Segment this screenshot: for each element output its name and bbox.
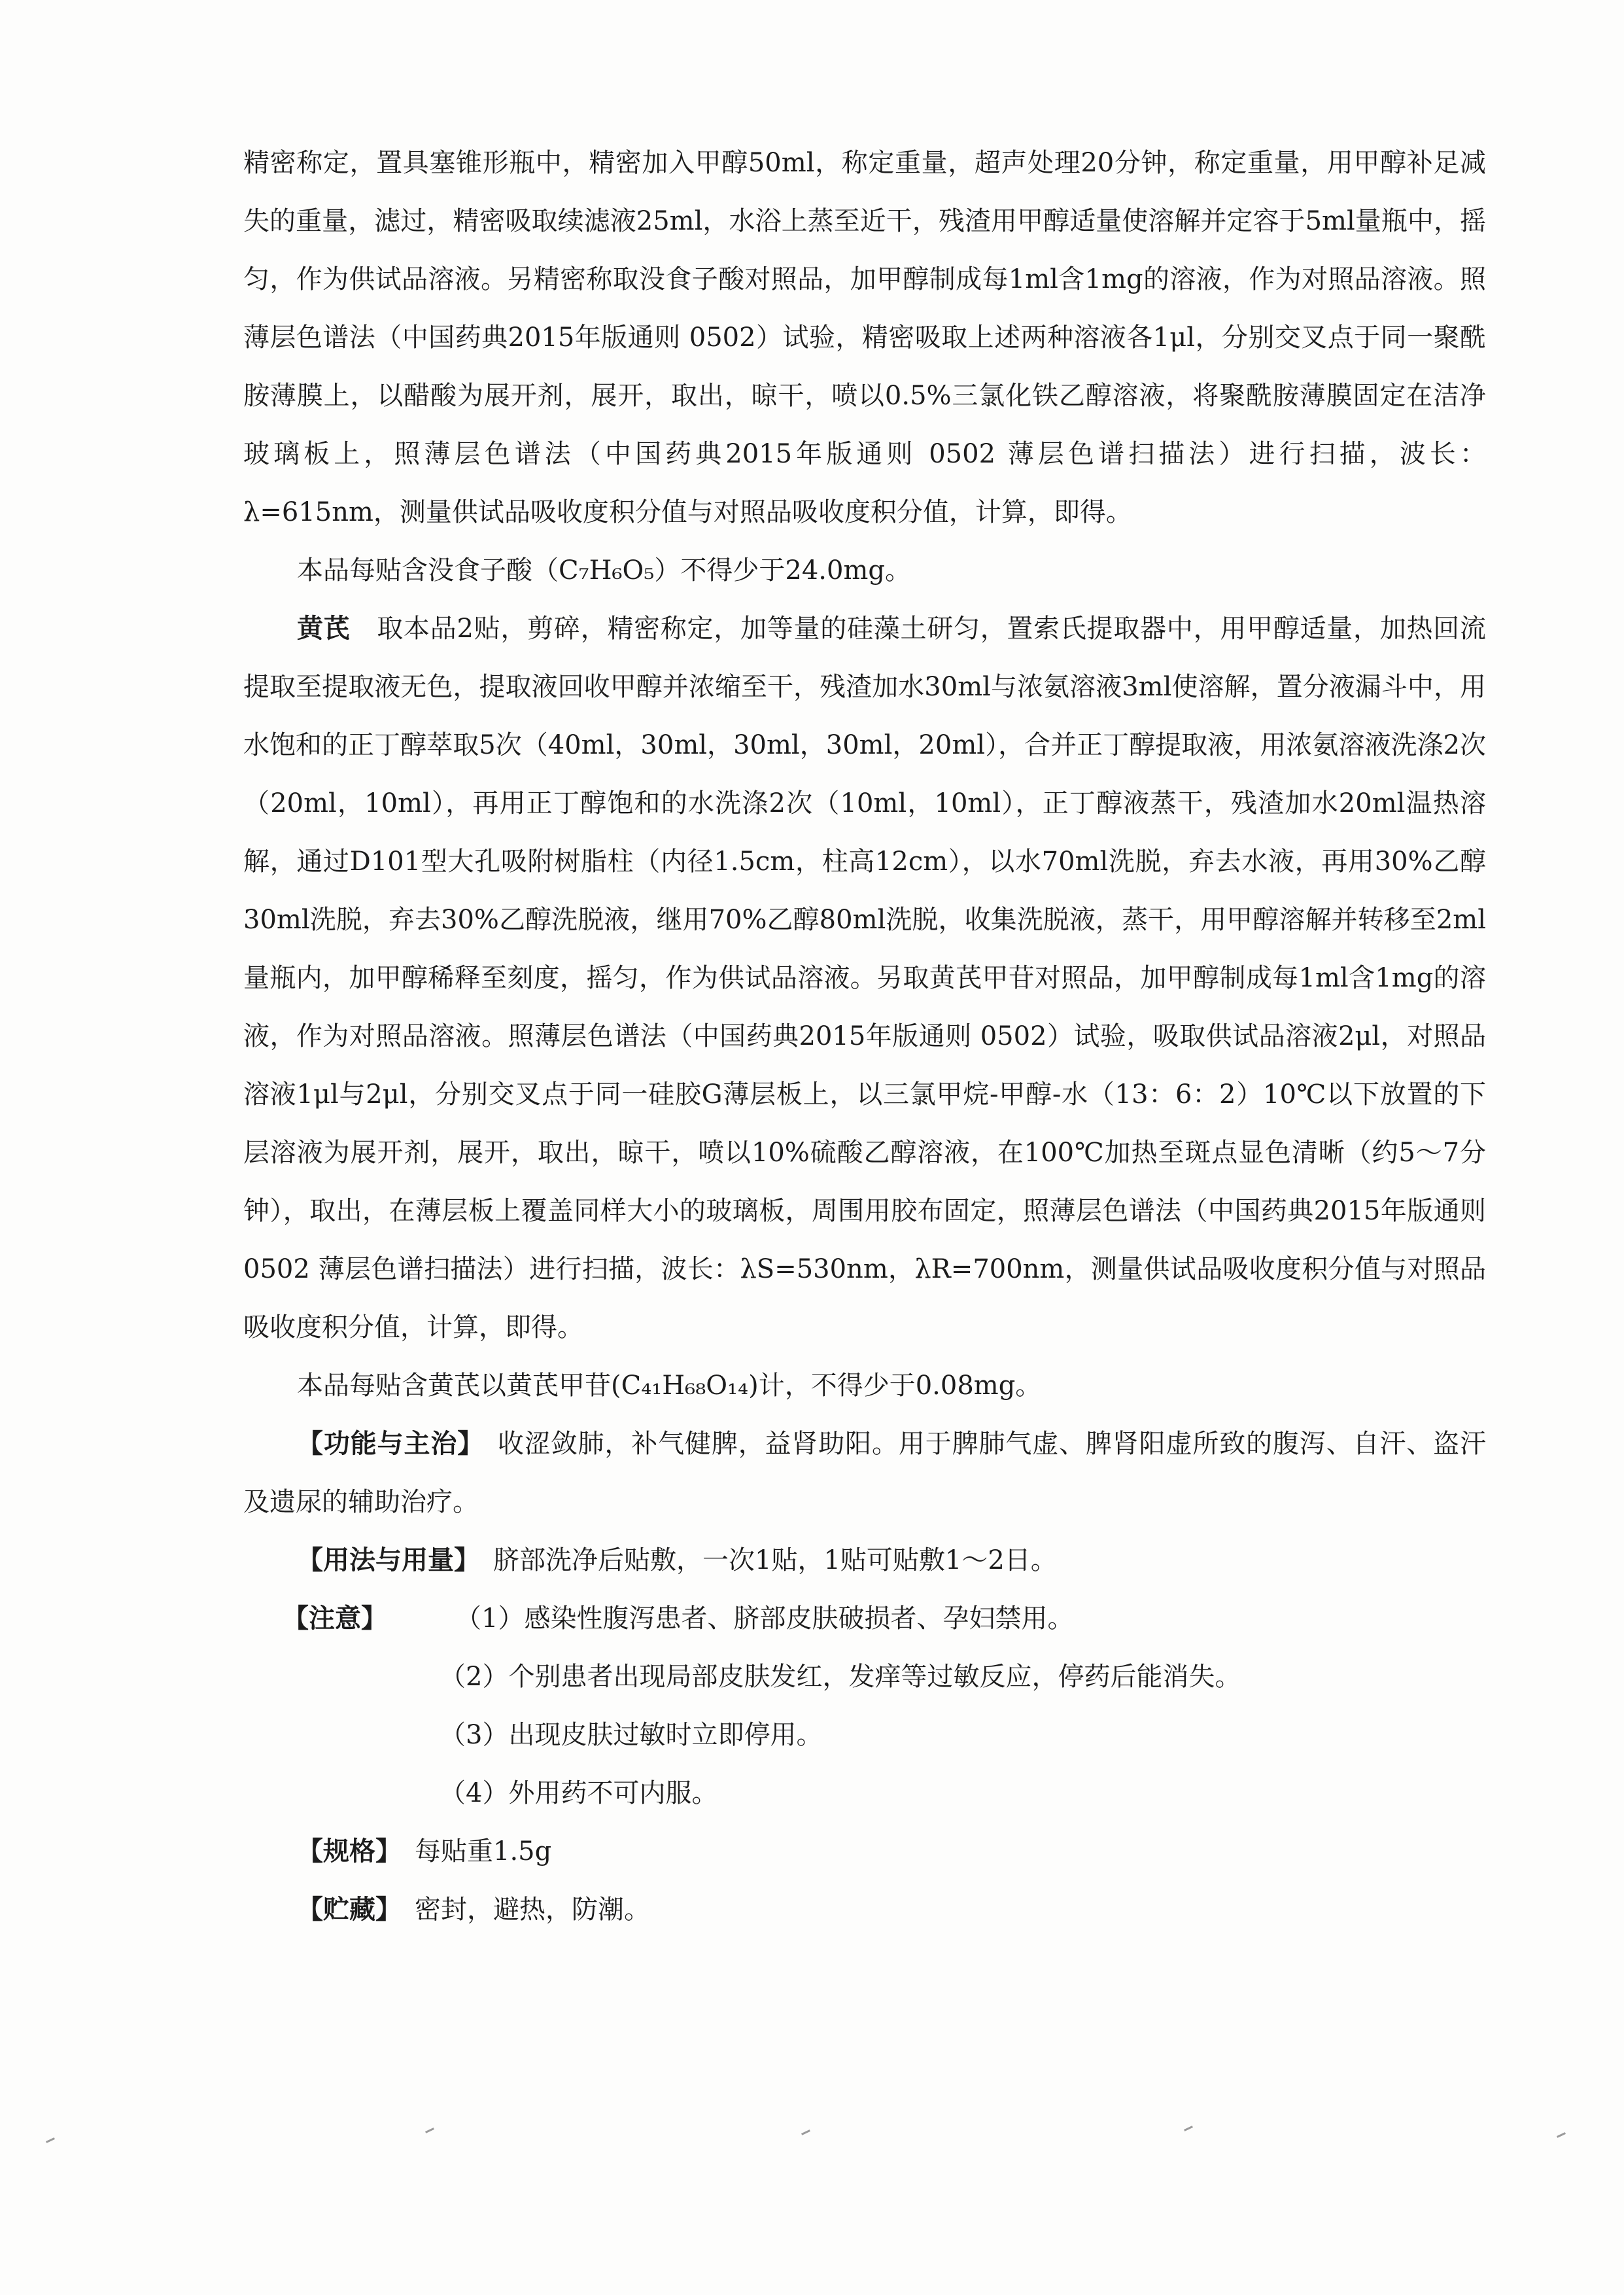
section-spec	[243, 1823, 1486, 1881]
note-line	[283, 1590, 1486, 1648]
function-label: 【功能与主治】	[297, 1429, 472, 1459]
scan-speck	[801, 2129, 810, 2135]
storage-text: 密封，避热，防潮。	[415, 1895, 650, 1925]
spec-text: 每贴重1.5g	[415, 1836, 552, 1866]
astragalus-method-text: 取本品2贴，剪碎，精密称定，加等量的硅藻土研匀，置索氏提取器中，用甲醇适量，加热回流提取至提取液无色，提取液回收甲醇并浓缩至干，残渣加水30ml与浓氨溶液3ml使溶解，置分液漏斗中，用水饱和的正丁醇萃取5次（40ml，30ml，30ml，30ml，20ml），合并正丁醇提取液，用浓氨溶液洗涤2次（20ml，10ml），再用正丁醇饱和的水洗涤2次（10ml，10ml），正丁醇液蒸干，残渣加水20ml温热溶解，通过D101型大孔吸附树脂柱（内径1.5cm，柱高12cm），以水70ml洗脱，弃去水液，再用30%乙醇30ml洗脱，弃去30%乙醇洗脱液，继用70%乙醇80ml洗脱，收集洗脱液，蒸干，用甲醇溶解并转移至2ml量瓶内，加甲醇稀释至刻度，摇匀，作为供试品溶液。另取黄芪甲苷对照品，加甲醇制成每1ml含1mg的溶液，作为对照品溶液。照薄层色谱法（中国药典2015年版通则 0502）试验，吸取供试品溶液2μl，对照品溶液1μl与2μl，分别交叉点于同一硅胶G薄层板上，以三氯甲烷-甲醇-水（13：6：2）10℃以下放置的下层溶液为展开剂，展开，取出，晾干，喷以10%硫酸乙醇溶液，在100℃加热至斑点显色清晰（约5～7分钟），取出，在薄层板上覆盖同样大小的玻璃板，周围用胶布固定，照薄层色谱法（中国药典2015年版通则 0502 薄层色谱扫描法）进行扫描，波长：λS=530nm，λR=700nm，测量供试品吸收度积分值与对照品吸收度积分值，计算，即得。	[243, 614, 1487, 1342]
paragraph-astragalus-assay	[243, 600, 1486, 1357]
section-storage	[243, 1881, 1486, 1939]
spec-label: 【规格】	[297, 1836, 389, 1866]
note-item: （3）出现皮肤过敏时立即停用。	[440, 1720, 823, 1750]
section-notes	[283, 1590, 1486, 1823]
note-item: （2）个别患者出现局部皮肤发红，发痒等过敏反应，停药后能消失。	[440, 1662, 1241, 1692]
astragalus-heading: 黄芪	[297, 614, 351, 644]
paragraph-assay-gallic-acid-method: 精密称定，置具塞锥形瓶中，精密加入甲醇50ml，称定重量，超声处理20分钟，称定重量，用甲醇补足减失的重量，滤过，精密吸取续滤液25ml，水浴上蒸至近干，残渣用甲醇适量使溶解并定容于5ml量瓶中，摇匀，作为供试品溶液。另精密称取没食子酸对照品，加甲醇制成每1ml含1mg的溶液，作为对照品溶液。照薄层色谱法（中国药典2015年版通则 0502）试验，精密吸取上述两种溶液各1μl，分别交叉点于同一聚酰胺薄膜上，以醋酸为展开剂，展开，取出，晾干，喷以0.5%三氯化铁乙醇溶液，将聚酰胺薄膜固定在洁净玻璃板上，照薄层色谱法（中国药典2015年版通则 0502 薄层色谱扫描法）进行扫描，波长：λ=615nm，测量供试品吸收度积分值与对照品吸收度积分值，计算，即得。	[243, 148, 1486, 527]
document-page	[243, 134, 1486, 1939]
note-line	[283, 1648, 1486, 1706]
paragraph-gallic-acid-limit: 本品每贴含没食子酸（C₇H₆O₅）不得少于24.0mg。	[297, 555, 911, 586]
scan-speck	[1557, 2132, 1566, 2138]
note-line	[283, 1706, 1486, 1764]
usage-text: 脐部洗净后贴敷，一次1贴，1贴可贴敷1～2日。	[493, 1545, 1057, 1575]
function-text: 收涩敛肺，补气健脾，益肾助阳。用于脾肺气虚、脾肾阳虚所致的腹泻、自汗、盗汗及遗尿的辅助治疗。	[243, 1429, 1487, 1517]
section-usage	[243, 1532, 1486, 1590]
note-line	[283, 1764, 1486, 1823]
note-item: （4）外用药不可内服。	[440, 1778, 718, 1808]
note-item: （1）感染性腹泻患者、脐部皮肤破损者、孕妇禁用。	[455, 1603, 1074, 1634]
scan-speck	[1184, 2126, 1193, 2131]
section-function	[243, 1415, 1486, 1532]
storage-label: 【贮藏】	[297, 1895, 389, 1925]
notes-label: 【注意】	[283, 1603, 387, 1634]
usage-label: 【用法与用量】	[297, 1545, 467, 1575]
scan-speck	[46, 2137, 55, 2143]
paragraph-astragaloside-limit: 本品每贴含黄芪以黄芪甲苷(C₄₁H₆₈O₁₄)计，不得少于0.08mg。	[297, 1371, 1042, 1401]
scan-speck	[425, 2128, 434, 2133]
